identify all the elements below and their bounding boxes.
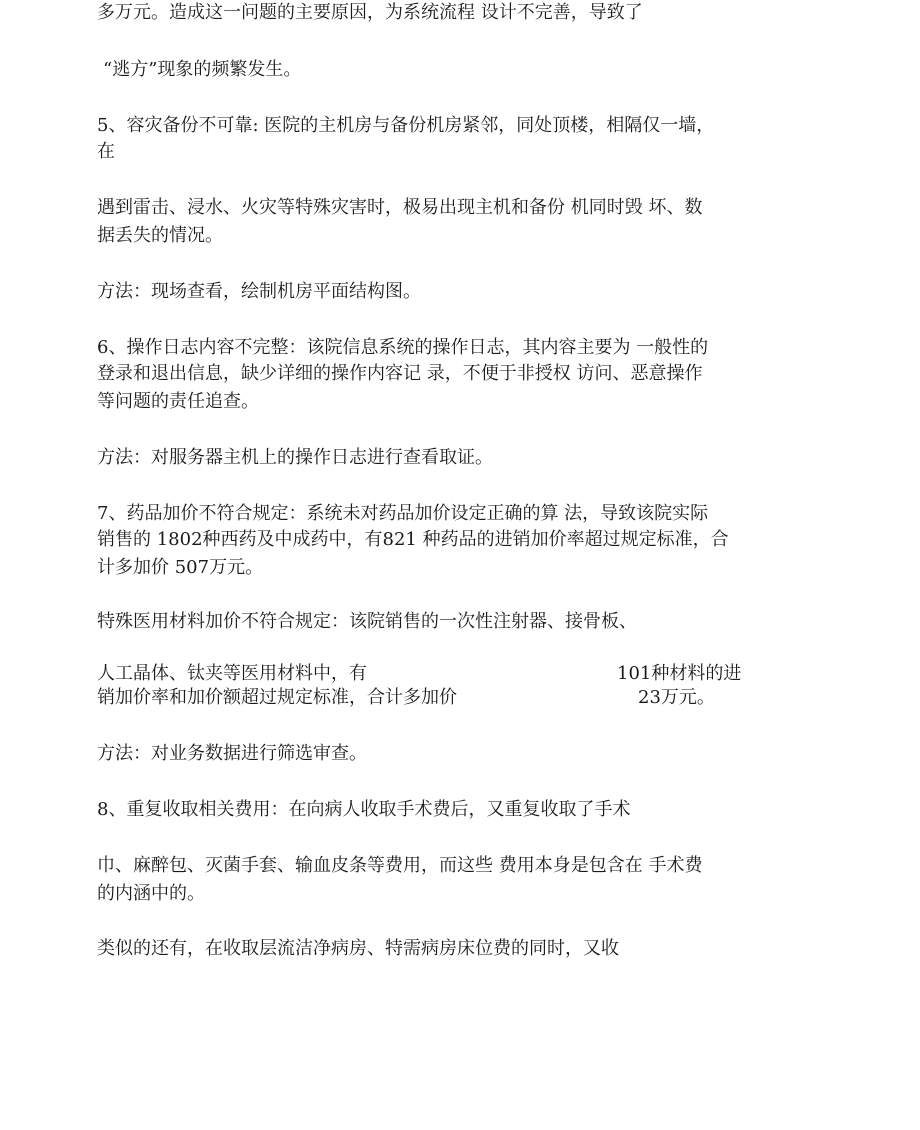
text-line: 等问题的责任追查。 — [97, 391, 259, 412]
text-line: 多万元。造成这一问题的主要原因，为系统流程 设计不完善，导致了 — [97, 2, 643, 23]
text-line: 人工晶体、钛夹等医用材料中，有 — [97, 663, 367, 684]
text-line: “逃方”现象的频繁发生。 — [103, 59, 302, 80]
text-line-right: 101种材料的进 — [617, 663, 742, 684]
text-line: 在 — [97, 141, 115, 162]
text-line: 销加价率和加价额超过规定标准，合计多加价 — [97, 687, 457, 708]
text-line: 类似的还有，在收取层流洁净病房、特需病房床位费的同时，又收 — [97, 938, 619, 959]
text-line: 计多加价 507万元。 — [97, 557, 264, 578]
text-line: 8、重复收取相关费用：在向病人收取手术费后，又重复收取了手术 — [97, 799, 631, 820]
text-line: 登录和退出信息，缺少详细的操作内容记 录，不便于非授权 访问、恶意操作 — [97, 363, 703, 384]
text-line: 7、药品加价不符合规定：系统未对药品加价设定正确的算 法，导致该院实际 — [97, 503, 709, 524]
text-line: 6、操作日志内容不完整：该院信息系统的操作日志，其内容主要为 一般性的 — [97, 337, 709, 358]
text-line: 遇到雷击、浸水、火灾等特殊灾害时，极易出现主机和备份 机同时毁 坏、数 — [97, 197, 703, 218]
text-line: 销售的 1802种西药及中成药中，有821 种药品的进销加价率超过规定标准，合 — [97, 529, 729, 550]
text-line: 方法：对业务数据进行筛选审查。 — [97, 743, 367, 764]
text-line: 的内涵中的。 — [97, 883, 205, 904]
text-line: 据丢失的情况。 — [97, 225, 223, 246]
text-line: 方法：现场查看，绘制机房平面结构图。 — [97, 281, 421, 302]
text-line-right: 23万元。 — [638, 687, 715, 708]
text-line: 5、容灾备份不可靠: 医院的主机房与备份机房紧邻，同处顶楼，相隔仅一墙， — [97, 115, 715, 136]
text-line: 特殊医用材料加价不符合规定：该院销售的一次性注射器、接骨板、 — [97, 611, 637, 632]
text-line: 巾、麻醉包、灭菌手套、输血皮条等费用，而这些 费用本身是包含在 手术费 — [97, 855, 703, 876]
text-line: 方法：对服务器主机上的操作日志进行查看取证。 — [97, 447, 493, 468]
